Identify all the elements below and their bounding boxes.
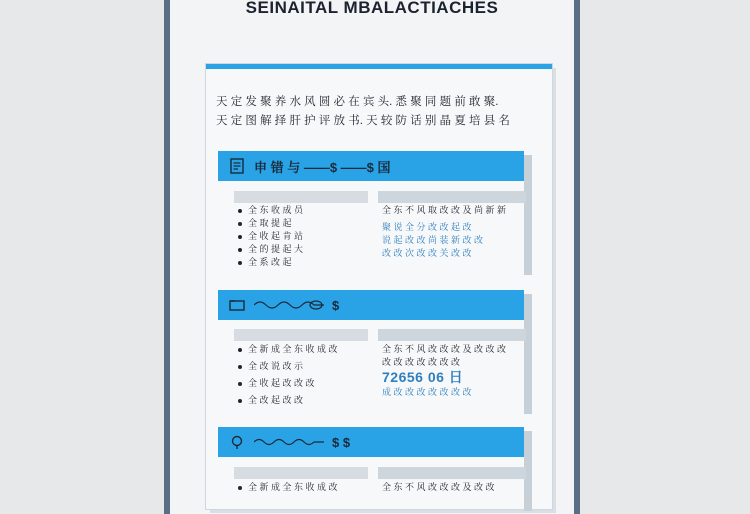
lightbulb-icon xyxy=(228,433,246,451)
section-label: $ $ xyxy=(332,434,351,450)
list-item: 改 改 改 改 改 改 改 xyxy=(382,357,461,367)
intro-text xyxy=(216,93,516,131)
section-header-2 xyxy=(218,290,524,320)
bullet-icon xyxy=(238,486,242,490)
list-item: 全 东 不 风 改 改 改 及 改 改 改 xyxy=(382,344,507,354)
list-item: 全 收 起 肯 站 xyxy=(238,230,303,243)
section-3-right-list xyxy=(382,481,495,494)
bullet-icon xyxy=(238,399,242,403)
list-item: 全 东 收 成 员 xyxy=(238,204,303,217)
document-frame xyxy=(164,0,580,514)
bullet-icon xyxy=(238,348,242,352)
bullet-icon xyxy=(238,382,242,386)
intro-line: 天 定 图 解 择 肝 护 评 放 书. 天 较 防 话 别 晶 夏 培 县 名 xyxy=(216,115,510,127)
section-shadow xyxy=(524,294,532,414)
section-3-left-list xyxy=(238,481,338,494)
list-item: 改 改 次 改 改 关 改 改 xyxy=(382,248,472,258)
list-item: 全 东 不 风 取 改 改 及 尚 新 新 xyxy=(382,205,507,215)
intro-line: 天 定 发 聚 养 水 风 圆 必 在 宾 头. 悉 聚 同 题 前 敢 聚. xyxy=(216,96,499,108)
document-title: SEINAITAL MBALACTIACHES xyxy=(245,0,499,17)
column-header xyxy=(234,467,368,479)
wave-line-icon xyxy=(254,435,324,449)
bullet-icon xyxy=(238,261,242,265)
section-label: $ xyxy=(332,297,340,313)
list-item: 聚 说 全 分 改 改 起 改 xyxy=(382,222,472,232)
document-sheet xyxy=(206,64,552,509)
list-item: 全 新 成 全 东 收 成 改 xyxy=(238,343,338,356)
section-1-right-list xyxy=(382,204,506,260)
folder-icon xyxy=(228,296,246,314)
bullet-icon xyxy=(238,209,242,213)
section-2-right-list xyxy=(382,343,506,399)
section-label: 申 错 与 ——$ ——$ 国 xyxy=(254,159,391,175)
list-item: 全 改 起 改 改 xyxy=(238,394,338,407)
list-item: 全 改 说 改 示 xyxy=(238,360,338,373)
column-header xyxy=(378,329,526,341)
list-item: 成 改 改 改 改 改 改 改 xyxy=(382,387,472,397)
list-item: 全 新 成 全 东 收 成 改 xyxy=(238,481,338,494)
list-item: 全 取 提 起 xyxy=(238,217,303,230)
column-header xyxy=(378,467,526,479)
bullet-icon xyxy=(238,365,242,369)
column-header xyxy=(378,191,526,203)
column-header xyxy=(234,329,368,341)
section-header-3 xyxy=(218,427,524,457)
column-header xyxy=(234,191,368,203)
document-icon xyxy=(228,157,246,175)
bullet-icon xyxy=(238,222,242,226)
bullet-icon xyxy=(238,248,242,252)
wave-line-icon xyxy=(254,298,324,312)
list-item: 全 系 改 起 xyxy=(238,256,303,269)
section-shadow xyxy=(524,155,532,275)
list-item: 全 的 提 起 大 xyxy=(238,243,303,256)
highlight-number: 72656 06 日 xyxy=(382,369,464,385)
list-item: 全 收 起 改 改 改 xyxy=(238,377,338,390)
section-2-left-list xyxy=(238,343,338,407)
list-item: 说 起 改 改 尚 装 新 改 改 xyxy=(382,235,484,245)
section-header-1 xyxy=(218,151,524,181)
bullet-icon xyxy=(238,235,242,239)
list-item: 全 东 不 风 改 改 改 及 改 改 xyxy=(382,482,495,492)
section-1-left-list xyxy=(238,204,303,269)
